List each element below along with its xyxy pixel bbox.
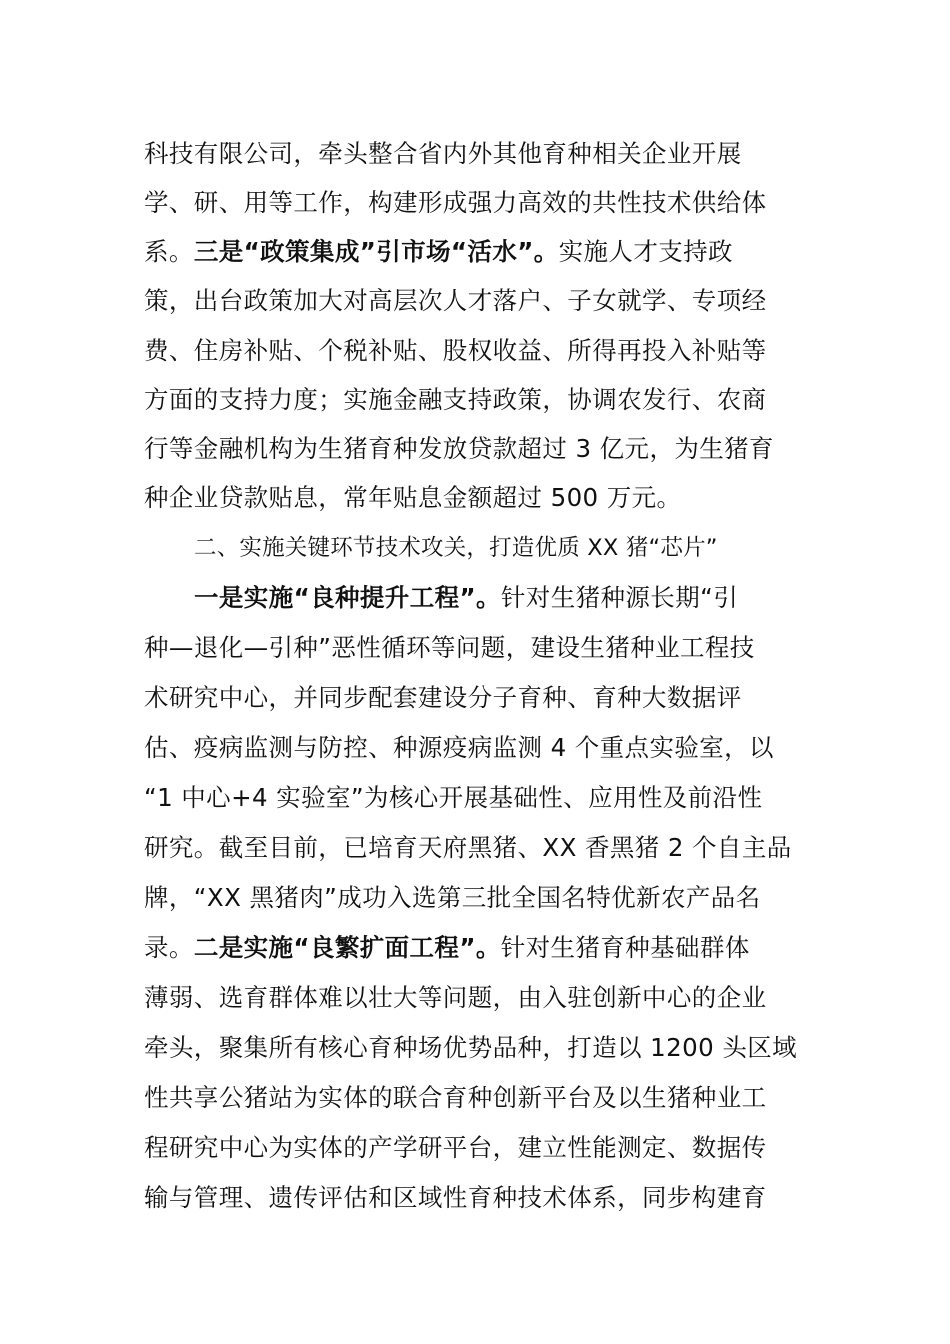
text-line-14 bbox=[144, 782, 762, 814]
text-line-13 bbox=[144, 732, 774, 764]
text-segment: 针对生猪育种基础群体 bbox=[500, 933, 750, 962]
text-segment: 录。 bbox=[144, 933, 194, 962]
text-line-16 bbox=[144, 882, 761, 914]
text-line-3 bbox=[144, 236, 733, 268]
text-segment: 针对生猪种源长期“引 bbox=[500, 583, 739, 612]
text-line-2 bbox=[144, 187, 767, 219]
text-line-11 bbox=[144, 632, 755, 664]
text-segment: 实施人才支持政 bbox=[558, 237, 733, 266]
text-segment: 程研究中心为实体的产学研平台，建立性能测定、数据传 bbox=[144, 1133, 767, 1162]
text-segment: 科技有限公司，牵头整合省内外其他育种相关企业开展 bbox=[144, 139, 742, 168]
text-line-1 bbox=[144, 138, 742, 170]
text-segment: “1 中心+4 实验室”为核心开展基础性、应用性及前沿性 bbox=[144, 783, 763, 812]
text-line-17 bbox=[144, 932, 750, 964]
text-segment: 费、住房补贴、个税补贴、股权收益、所得再投入补贴等 bbox=[144, 336, 767, 365]
text-line-21 bbox=[144, 1132, 767, 1164]
section-heading bbox=[194, 532, 718, 564]
text-segment: 薄弱、选育群体难以壮大等问题，由入驻创新中心的企业 bbox=[144, 983, 767, 1012]
text-segment: 学、研、用等工作，构建形成强力高效的共性技术供给体 bbox=[144, 188, 767, 217]
text-line-20 bbox=[144, 1082, 767, 1114]
bold-heading-segment: 一是实施“良种提升工程”。 bbox=[194, 583, 501, 612]
text-segment: 策，出台政策加大对高层次人才落户、子女就学、专项经 bbox=[144, 286, 767, 315]
text-segment: 研究。截至目前，已培育天府黑猪、XX 香黑猪 2 个自主品 bbox=[144, 833, 792, 862]
text-segment: 行等金融机构为生猪育种发放贷款超过 3 亿元，为生猪育 bbox=[144, 434, 774, 463]
text-line-15 bbox=[144, 832, 792, 864]
bold-heading-segment: 三是“政策集成”引市场“活水”。 bbox=[193, 237, 559, 266]
text-segment: 方面的支持力度；实施金融支持政策，协调农发行、农商 bbox=[144, 385, 767, 414]
text-line-12 bbox=[144, 682, 742, 714]
text-line-8 bbox=[144, 482, 681, 514]
text-segment: 牵头，聚集所有核心育种场优势品种，打造以 1200 头区域 bbox=[144, 1033, 798, 1062]
bold-heading-segment: 二是实施“良繁扩面工程”。 bbox=[193, 933, 501, 962]
text-line-5 bbox=[144, 335, 767, 367]
text-segment: 性共享公猪站为实体的联合育种创新平台及以生猪种业工 bbox=[144, 1083, 767, 1112]
text-line-6 bbox=[144, 384, 767, 416]
text-segment: 估、疫病监测与防控、种源疫病监测 4 个重点实验室，以 bbox=[144, 733, 774, 762]
text-segment: 种—退化—引种”恶性循环等问题，建设生猪种业工程技 bbox=[144, 633, 755, 662]
text-segment: 种企业贷款贴息，常年贴息金额超过 500 万元。 bbox=[144, 483, 682, 512]
text-segment: 二、实施关键环节技术攻关，打造优质 XX 猪“芯片” bbox=[194, 535, 718, 561]
text-segment: 系。 bbox=[144, 237, 194, 266]
text-segment: 输与管理、遗传评估和区域性育种技术体系，同步构建育 bbox=[144, 1183, 767, 1212]
text-line-18 bbox=[144, 982, 767, 1014]
text-line-7 bbox=[144, 433, 774, 465]
text-line-22 bbox=[144, 1182, 767, 1214]
text-line-19 bbox=[144, 1032, 797, 1064]
text-segment: 牌，“XX 黑猪肉”成功入选第三批全国名特优新农产品名 bbox=[144, 883, 761, 912]
text-line-10 bbox=[194, 582, 738, 614]
text-segment: 术研究中心，并同步配套建设分子育种、育种大数据评 bbox=[144, 683, 742, 712]
text-line-4 bbox=[144, 285, 767, 317]
